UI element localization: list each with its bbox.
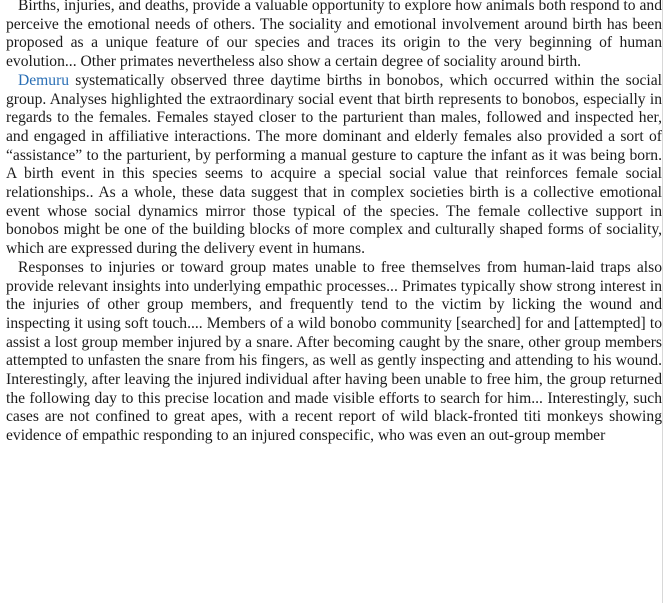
paragraph-bonobo-births-text: systematically observed three daytime births in bonobos, which occurred within the social group. Analyses highlighted the extraordinary social event that birth represents to bonobos, especially in regards to the females. Females stayed closer to the parturient than males, followed and inspected her, and engaged in affiliative interactions. The more dominant and elderly females also provided a sort of “assistance” to the parturient, by performing a manual gesture to capture the infant as it was being born. A birth event in this species seems to acquire a special social value that reinforces female social relationships.. As a whole, these data suggest that in complex societies birth is a collective emotional event whose social dynamics mirror those typical of the species. The female collective support in bonobos might be one of the building blocks of more complex and culturally shaped forms of sociality, which are expressed during the delivery event in humans. — [6, 71, 662, 258]
article-body — [6, 0, 662, 446]
page-edge-divider — [662, 0, 663, 603]
citation-link-demuru[interactable]: Demuru — [18, 71, 70, 89]
paragraph-bonobo-births — [6, 72, 662, 259]
paragraph-injuries: Responses to injuries or toward group mates unable to free themselves from human-laid traps also provide relevant insights into underlying empathic processes... Primates typically show strong interest in the injuries of other group members, and frequently tend to the victim by licking the wound and inspecting it using soft touch.... Members of a wild bonobo community [searched] for and [attempted] to assist a lost group member injured by a snare. After becoming caught by the snare, other group members attempted to unfasten the snare from his fingers, as well as gently inspecting and attending to his wound. Interestingly, after leaving the injured individual after having been unable to free him, the group returned the following day to this precise location and made visible efforts to search for him... Interestingly, such cases are not confined to great apes, with a recent report of wild black-fronted titi monkeys showing evidence of empathic responding to an injured conspecific, who was even an out-group member — [6, 258, 662, 445]
paragraph-births: Births, injuries, and deaths, provide a valuable opportunity to explore how animals both respond to and perceive the emotional needs of others. The sociality and emotional involvement around birth has been proposed as a unique feature of our species and traces its origin to the very beginning of human evolution... Other primates nevertheless also show a certain degree of sociality around birth. — [6, 0, 662, 71]
